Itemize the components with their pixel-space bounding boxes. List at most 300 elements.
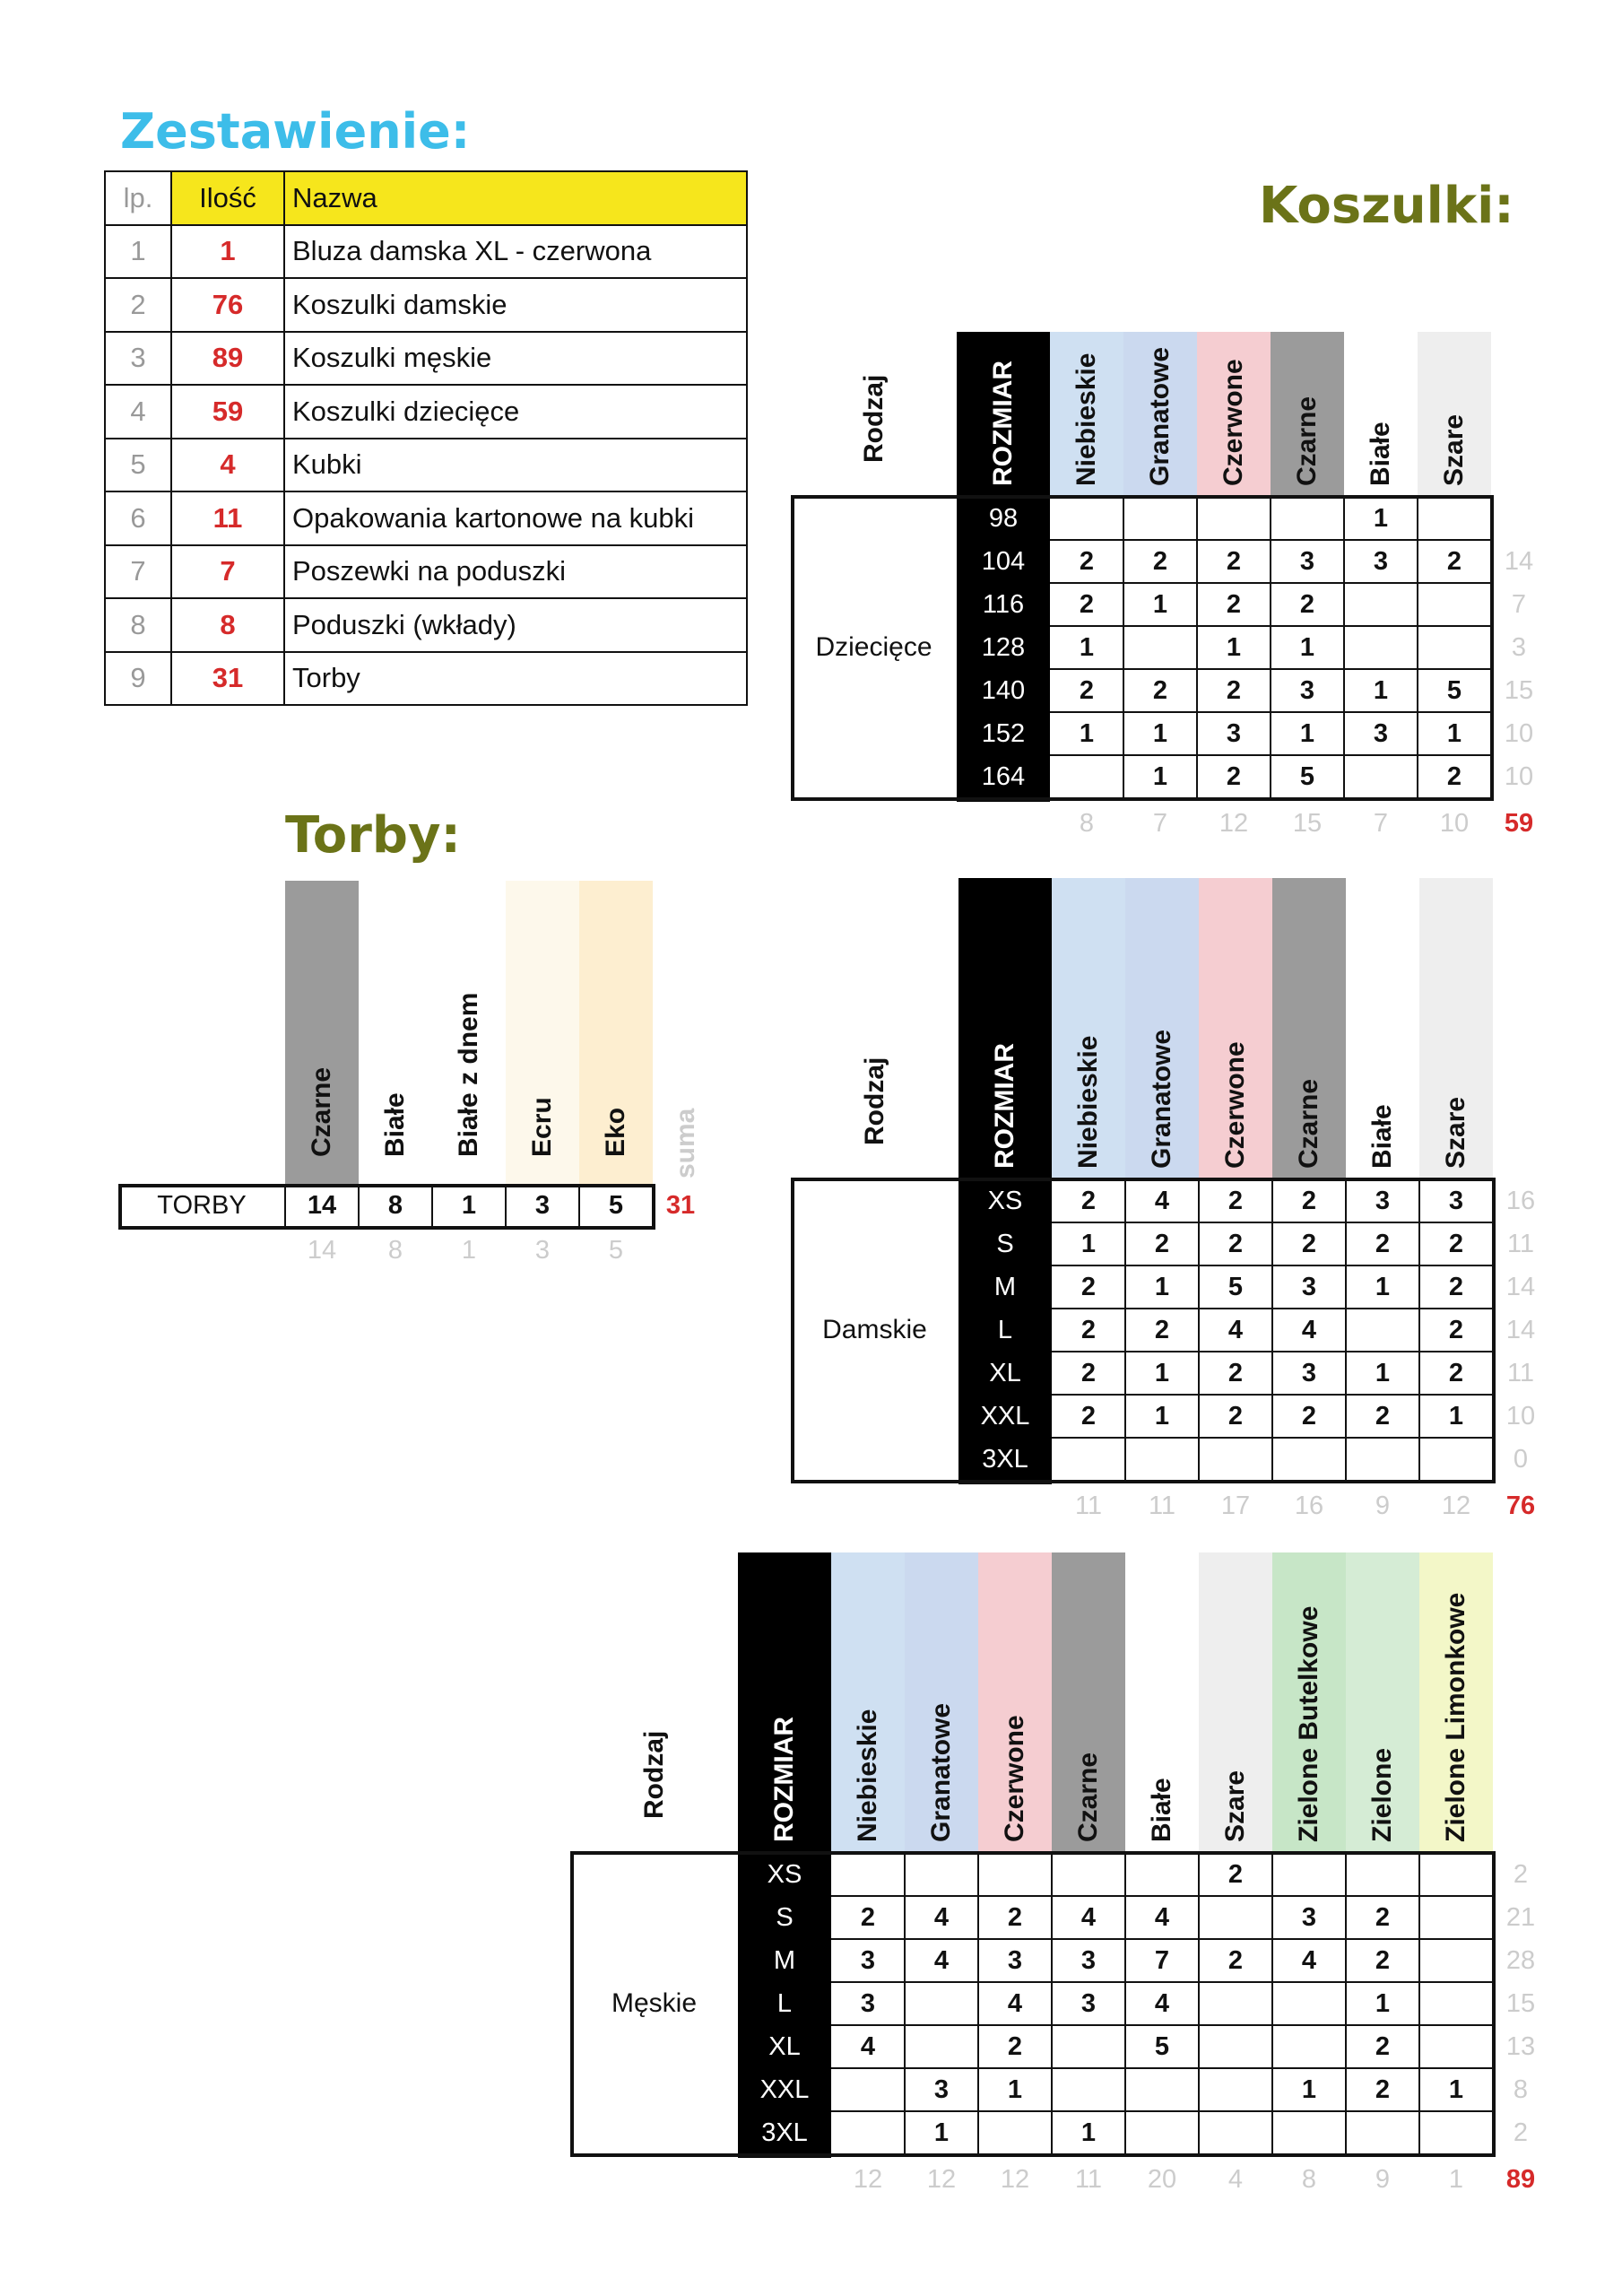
bag-quantity-cell: 5 [608,1190,624,1220]
summary-header-name: Nazwa [284,171,747,225]
quantity-cell [1419,2025,1493,2068]
quantity-cell [1123,626,1197,669]
quantity-cell: 2 [1375,2031,1391,2061]
quantity-cell [1419,2111,1493,2154]
quantity-cell: 1 [1080,2118,1097,2147]
quantity-cell [1125,2111,1199,2154]
size-label: XXL [980,1401,1030,1431]
size-label: S [776,1902,794,1932]
row-sum: 10 [1504,761,1534,791]
quantity-cell [1272,1438,1346,1481]
summary-qty: 31 [171,652,284,706]
quantity-cell: 4 [933,1902,950,1932]
quantity-cell: 1 [1299,632,1315,662]
summary-lp: 4 [105,385,171,439]
column-sum: 4 [1227,2164,1244,2194]
row-sum [1496,497,1541,540]
summary-lp: 8 [105,598,171,652]
quantity-cell: 2 [1448,1315,1464,1344]
quantity-cell [1346,1853,1419,1896]
summary-header-qty: Ilość [171,171,284,225]
column-sum: 7 [1373,808,1389,838]
summary-row [105,598,747,652]
column-sum: 12 [853,2164,883,2194]
quantity-cell: 2 [1079,589,1095,619]
column-sum: 12 [1441,1491,1471,1520]
rodzaj-label: Damskie [822,1315,927,1344]
quantity-cell: 3 [1080,1988,1097,2018]
row-sum: 0 [1513,1444,1529,1474]
quantity-cell: 1 [1375,1988,1391,2018]
quantity-cell [1344,755,1418,798]
quantity-cell: 2 [1448,1272,1464,1301]
quantity-cell: 2 [1448,1229,1464,1258]
quantity-cell: 2 [1154,1229,1170,1258]
summary-table [104,170,748,706]
quantity-cell: 3 [1080,1945,1097,1975]
quantity-cell [1052,2025,1125,2068]
summary-row [105,491,747,545]
quantity-cell: 1 [1152,718,1168,748]
quantity-cell: 2 [1299,589,1315,619]
size-label: XS [767,1859,802,1889]
rodzaj-header: Rodzaj [858,374,889,463]
quantity-cell: 3 [1375,1186,1391,1215]
quantity-cell: 1 [1080,1229,1097,1258]
column-sum: 12 [1000,2164,1030,2194]
quantity-cell [1052,1438,1125,1481]
quantity-cell: 2 [1301,1401,1317,1431]
size-label: 128 [981,632,1026,662]
quantity-cell: 2 [1007,1902,1023,1932]
column-sum: 9 [1375,2164,1391,2194]
quantity-cell: 1 [1446,718,1462,748]
row-sum: 21 [1505,1902,1536,1932]
size-header: ROZMIAR [988,361,1018,486]
quantity-cell [1419,1982,1493,2025]
column-header-białe: Białe [1367,1104,1397,1169]
quantity-cell [1123,497,1197,540]
quantity-cell: 2 [1375,2074,1391,2104]
column-header-czerwone: Czerwone [1219,359,1248,486]
summary-lp: 5 [105,439,171,492]
summary-row [105,278,747,332]
quantity-cell: 2 [1080,1272,1097,1301]
size-label: 152 [981,718,1026,748]
quantity-cell: 4 [1080,1902,1097,1932]
bag-quantity-cell: 14 [307,1190,337,1220]
quantity-cell [1199,2068,1272,2111]
quantity-cell [1418,626,1491,669]
summary-qty: 4 [171,439,284,492]
quantity-cell: 2 [1226,675,1242,705]
size-label: XXL [759,2074,810,2104]
quantity-cell [1418,497,1491,540]
quantity-cell: 3 [933,2074,950,2104]
size-label: 140 [981,675,1026,705]
column-header-czarne: Czarne [1292,396,1322,486]
row-sum: 28 [1505,1945,1536,1975]
quantity-cell: 1 [1375,1272,1391,1301]
quantity-cell: 2 [1079,546,1095,576]
quantity-cell [905,2025,978,2068]
row-sum: 13 [1505,2031,1536,2061]
column-sum: 9 [1375,1491,1391,1520]
column-sum: 8 [1301,2164,1317,2194]
column-header-niebieskie: Niebieskie [1073,1035,1103,1169]
quantity-cell: 4 [933,1945,950,1975]
quantity-cell: 2 [1227,1229,1244,1258]
column-header-czerwone: Czerwone [1000,1715,1029,1842]
summary-lp: 1 [105,225,171,279]
quantity-cell: 7 [1154,1945,1170,1975]
quantity-cell: 2 [1301,1229,1317,1258]
column-header-granatowe: Granatowe [926,1702,956,1842]
bag-column-sum: 3 [534,1235,551,1265]
quantity-cell [905,1853,978,1896]
quantity-cell: 3 [1226,718,1242,748]
quantity-cell: 2 [1226,589,1242,619]
bags-row-label: TORBY [157,1190,247,1220]
size-label: XL [768,2031,801,2061]
quantity-cell: 4 [1227,1315,1244,1344]
quantity-cell: 1 [1079,632,1095,662]
bag-column-header-eko: Eko [601,1107,630,1157]
grand-total: 59 [1504,808,1534,838]
column-header-czarne: Czarne [1073,1752,1103,1842]
row-sum: 14 [1504,546,1534,576]
quantity-cell [1199,2111,1272,2154]
quantity-cell: 1 [1301,2074,1317,2104]
quantity-cell: 1 [1448,2074,1464,2104]
row-sum: 14 [1505,1315,1536,1344]
column-header-czerwone: Czerwone [1220,1041,1250,1169]
column-sum: 7 [1152,808,1168,838]
row-sum: 11 [1506,1229,1535,1258]
column-header-czarne: Czarne [1294,1078,1323,1169]
quantity-cell: 2 [1446,546,1462,576]
summary-qty: 7 [171,545,284,599]
row-sum: 15 [1504,675,1534,705]
size-header: ROZMIAR [990,1043,1019,1169]
bag-column-sum: 5 [608,1235,624,1265]
quantity-cell: 2 [1375,1401,1391,1431]
quantity-cell: 3 [1301,1358,1317,1387]
size-label: L [997,1315,1013,1344]
quantity-cell: 2 [1227,1945,1244,1975]
quantity-cell [1418,583,1491,626]
quantity-cell [1050,497,1123,540]
sum-header: suma [671,1108,700,1178]
quantity-cell: 1 [1226,632,1242,662]
column-sum: 17 [1220,1491,1251,1520]
quantity-cell: 1 [1152,589,1168,619]
summary-qty: 11 [171,491,284,545]
quantity-cell: 1 [1373,675,1389,705]
quantity-cell: 4 [1301,1945,1317,1975]
row-sum: 14 [1505,1272,1536,1301]
quantity-cell: 1 [1154,1358,1170,1387]
quantity-cell: 3 [1373,546,1389,576]
bag-quantity-cell: 8 [387,1190,403,1220]
column-header-granatowe: Granatowe [1147,1029,1176,1169]
summary-name: Poszewki na poduszki [284,545,747,599]
column-header-granatowe: Granatowe [1145,346,1175,486]
shirts-heading: Koszulki: [1259,177,1514,235]
grand-total: 89 [1505,2164,1536,2194]
quantity-cell [1344,626,1418,669]
row-sum: 7 [1511,589,1527,619]
quantity-cell: 2 [1227,1859,1244,1889]
quantity-cell: 3 [860,1988,876,2018]
summary-row [105,225,747,279]
quantity-cell [1346,1309,1419,1352]
quantity-cell: 2 [1080,1315,1097,1344]
quantity-cell: 5 [1446,675,1462,705]
summary-heading: Zestawienie: [120,103,471,160]
quantity-cell [1272,2025,1346,2068]
row-sum: 11 [1506,1358,1535,1387]
row-sum: 10 [1504,718,1534,748]
quantity-cell [1419,1939,1493,1982]
bags-heading: Torby: [285,806,461,865]
quantity-cell [1199,2025,1272,2068]
quantity-cell: 1 [1373,503,1389,533]
rodzaj-header: Rodzaj [859,1057,889,1145]
quantity-cell: 1 [1007,2074,1023,2104]
row-sum: 2 [1513,1859,1529,1889]
quantity-cell [978,2111,1052,2154]
quantity-cell: 1 [1152,761,1168,791]
quantity-cell: 2 [1227,1186,1244,1215]
quantity-cell [1419,1853,1493,1896]
quantity-cell: 1 [1299,718,1315,748]
row-sum: 8 [1513,2074,1529,2104]
column-sum: 12 [1219,808,1249,838]
bag-column-header-ecru: Ecru [527,1097,557,1157]
quantity-cell [1346,2111,1419,2154]
quantity-cell: 3 [1301,1902,1317,1932]
bag-column-header-białe: Białe [380,1092,410,1157]
quantity-cell: 3 [860,1945,876,1975]
summary-name: Torby [284,652,747,706]
column-header-szare: Szare [1220,1770,1250,1842]
summary-name: Kubki [284,439,747,492]
column-sum: 1 [1448,2164,1464,2194]
summary-name: Bluza damska XL - czerwona [284,225,747,279]
quantity-cell [831,2068,905,2111]
row-sum: 16 [1505,1186,1536,1215]
quantity-cell: 5 [1227,1272,1244,1301]
size-label: 98 [988,503,1019,533]
summary-row [105,385,747,439]
size-header: ROZMIAR [769,1717,799,1842]
quantity-cell: 4 [860,2031,876,2061]
quantity-cell: 1 [933,2118,950,2147]
quantity-cell: 4 [1007,1988,1023,2018]
quantity-cell [1052,2068,1125,2111]
quantity-cell: 2 [1080,1401,1097,1431]
quantity-cell: 2 [1154,1315,1170,1344]
size-label: M [773,1945,796,1975]
summary-name: Koszulki męskie [284,332,747,386]
size-label: L [776,1988,793,2018]
summary-lp: 3 [105,332,171,386]
quantity-cell: 5 [1154,2031,1170,2061]
quantity-cell: 1 [1375,1358,1391,1387]
quantity-cell [831,2111,905,2154]
summary-header-row [105,171,747,225]
summary-name: Opakowania kartonowe na kubki [284,491,747,545]
quantity-cell [1272,1982,1346,2025]
column-header-zielone-butelkowe: Zielone Butelkowe [1294,1605,1323,1842]
column-header-szare: Szare [1439,413,1469,486]
grand-total: 76 [1505,1491,1536,1520]
row-sum: 15 [1505,1988,1536,2018]
summary-qty: 89 [171,332,284,386]
size-label: XL [989,1358,1021,1387]
summary-lp: 6 [105,491,171,545]
bag-column-sum: 1 [461,1235,477,1265]
quantity-cell: 4 [1154,1988,1170,2018]
quantity-cell: 3 [1301,1272,1317,1301]
summary-lp: 9 [105,652,171,706]
quantity-cell: 3 [1299,546,1315,576]
summary-row [105,545,747,599]
quantity-cell: 4 [1154,1902,1170,1932]
column-header-zielone: Zielone [1367,1747,1397,1842]
quantity-cell [1052,1853,1125,1896]
quantity-cell: 1 [1154,1401,1170,1431]
quantity-cell: 2 [1152,546,1168,576]
quantity-cell: 2 [1080,1186,1097,1215]
quantity-cell: 2 [1227,1401,1244,1431]
bag-column-header-białe-z-dnem: Białe z dnem [454,992,483,1157]
quantity-cell [1419,1438,1493,1481]
quantity-cell: 2 [1446,761,1462,791]
summary-qty: 59 [171,385,284,439]
quantity-cell [1197,497,1271,540]
column-sum: 8 [1079,808,1095,838]
summary-qty: 8 [171,598,284,652]
quantity-cell [831,1853,905,1896]
bag-column-sum: 14 [307,1235,337,1265]
quantity-cell [1272,1853,1346,1896]
summary-name: Poduszki (wkłady) [284,598,747,652]
quantity-cell: 2 [1226,546,1242,576]
quantity-cell: 5 [1299,761,1315,791]
column-header-białe: Białe [1147,1778,1176,1842]
size-label: S [996,1229,1014,1258]
summary-qty: 1 [171,225,284,279]
quantity-cell [1272,2111,1346,2154]
quantity-cell [1344,583,1418,626]
column-header-niebieskie: Niebieskie [853,1709,882,1842]
summary-qty: 76 [171,278,284,332]
quantity-cell: 2 [860,1902,876,1932]
bag-quantity-cell: 3 [534,1190,551,1220]
size-label: 3XL [761,2118,808,2147]
quantity-cell [1199,1982,1272,2025]
bag-column-header-czarne: Czarne [307,1066,336,1157]
column-sum: 10 [1439,808,1470,838]
bag-quantity-cell: 1 [461,1190,477,1220]
quantity-cell [905,1982,978,2025]
column-header-szare: Szare [1441,1096,1470,1169]
size-label: M [993,1272,1017,1301]
quantity-cell: 1 [1154,1272,1170,1301]
bag-column-sum: 8 [387,1235,403,1265]
size-label: 3XL [982,1444,1028,1474]
quantity-cell [978,1853,1052,1896]
summary-row [105,439,747,492]
row-sum: 10 [1505,1401,1536,1431]
size-label: 116 [982,589,1025,619]
row-sum: 2 [1513,2118,1529,2147]
column-header-białe: Białe [1366,422,1395,486]
column-sum: 15 [1292,808,1323,838]
summary-name: Koszulki dziecięce [284,385,747,439]
summary-name: Koszulki damskie [284,278,747,332]
quantity-cell [1199,1438,1272,1481]
column-header-niebieskie: Niebieskie [1071,352,1101,486]
quantity-cell: 1 [1448,1401,1464,1431]
column-sum: 20 [1147,2164,1177,2194]
size-label: 164 [981,761,1026,791]
rodzaj-label: Dziecięce [815,632,932,662]
quantity-cell [1346,1438,1419,1481]
quantity-cell: 3 [1299,675,1315,705]
summary-lp: 2 [105,278,171,332]
quantity-cell: 2 [1227,1358,1244,1387]
quantity-cell [1419,1896,1493,1939]
column-sum: 12 [926,2164,957,2194]
summary-header-lp: lp. [105,171,171,225]
summary-row [105,652,747,706]
quantity-cell: 1 [1079,718,1095,748]
quantity-cell: 2 [1375,1902,1391,1932]
quantity-cell: 2 [1079,675,1095,705]
quantity-cell: 3 [1448,1186,1464,1215]
rodzaj-header: Rodzaj [638,1730,669,1819]
summary-lp: 7 [105,545,171,599]
quantity-cell: 2 [1375,1229,1391,1258]
quantity-cell [1271,497,1344,540]
quantity-cell: 2 [1007,2031,1023,2061]
quantity-cell: 2 [1375,1945,1391,1975]
bags-total: 31 [665,1190,696,1220]
column-sum: 16 [1294,1491,1324,1520]
size-label: 104 [981,546,1026,576]
quantity-cell: 2 [1448,1358,1464,1387]
rodzaj-label: Męskie [611,1988,698,2018]
quantity-cell [1125,2068,1199,2111]
quantity-cell: 3 [1007,1945,1023,1975]
quantity-cell: 3 [1373,718,1389,748]
column-sum: 11 [1074,2164,1103,2194]
row-sum: 3 [1511,632,1527,662]
quantity-cell: 2 [1152,675,1168,705]
quantity-cell [1125,1853,1199,1896]
quantity-cell: 2 [1080,1358,1097,1387]
quantity-cell [1199,1896,1272,1939]
quantity-cell: 4 [1301,1315,1317,1344]
quantity-cell: 4 [1154,1186,1170,1215]
quantity-cell: 2 [1301,1186,1317,1215]
quantity-cell [1050,755,1123,798]
quantity-cell: 2 [1226,761,1242,791]
quantity-cell [1125,1438,1199,1481]
